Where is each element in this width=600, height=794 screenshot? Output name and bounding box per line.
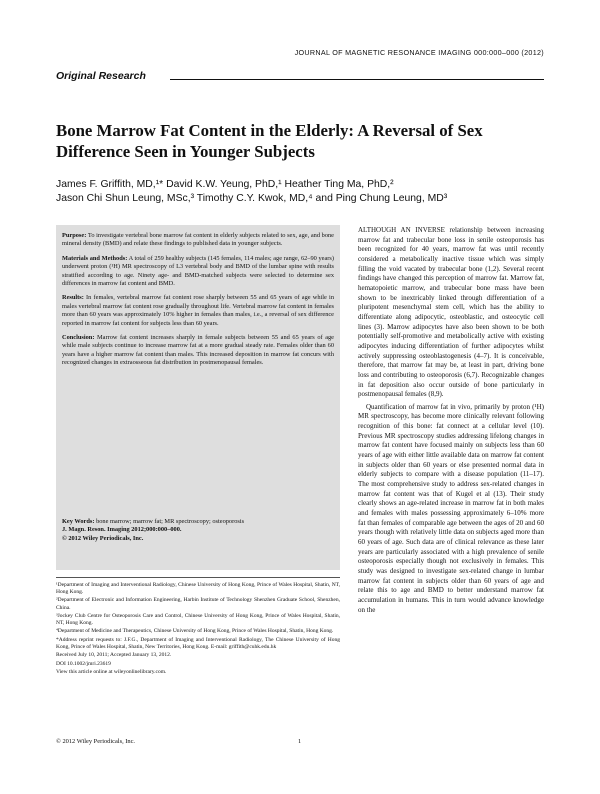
abstract-purpose [62, 232, 334, 249]
copyright-line: © 2012 Wiley Periodicals, Inc. [62, 534, 144, 542]
body-paragraph-1: ALTHOUGH AN INVERSE relationship between increasing marrow fat and trabecular bone loss in senile osteoporosis has been recognized for 40 years, marrow fat was until recently considered a metabolically inactive tissue which was simply filling the void vacated by trabecular bone (1,2). Several recent findings have changed this perception of marrow fat. Marrow fat, hematopoietic marrow, and trabecular bone mass have been shown to be inextricably linked through differentiation of a pluripotent mesenchymal stem cell, which has the ability to differentiate along adipocytic, osteoblastic, and osteocytic cell lines (3). Marrow adipocytes have also been shown to be both potentially self-promotive and metabolically active with existing adipocytes inducing differentiation of further adipocytes whilst actively suppressing osteoblastogenesis (4–7). It is conceivable, therefore, that marrow fat may be, at least in part, driving bone loss and contributing to osteoporosis (6,7). Recognizable changes in fat deposition also occur outside of bone particularly in postmenopausal females (8,9). [358, 226, 544, 399]
affiliation-1: ¹Department of Imaging and Interventional Radiology, Chinese University of Hong Kong, Prince of Wales Hospital, Shatin, NT, Hong Kong. [56, 582, 340, 596]
conclusion-label: Conclusion: [62, 334, 95, 342]
keywords-label: Key Words: [62, 518, 95, 525]
section-label: Original Research [56, 70, 146, 82]
abstract-results [62, 294, 334, 328]
paper-title: Bone Marrow Fat Content in the Elderly: A Reversal of Sex Difference Seen in Younger Subjects [56, 121, 483, 161]
body-paragraph-2: Quantification of marrow fat in vivo, primarily by proton (¹H) MR spectroscopy, has become more clinically relevant following recognition of this bone: fat connect at a cellular level (10). Previous MR spectroscopy studies addressing lifelong changes in marrow fat content have focused mainly on subjects less than 60 years of age with either little available data on marrow fat content in subjects older than 60 years or else presented normal data in elderly subjects to compare with a disease population (11–17). The most comprehensive study to address sex-related changes in marrow fat content was that of Kugel et al (13). Their study clearly shows an age-related increase in marrow fat in both males and females with males possessing approximately 6–10% more fat than females of comparable age between the ages of 20 and 60 years though with relatively little data on subjects aged more than 60 years of age. Such data are of clinical relevance as these later years are particularly associated with a high prevalence of senile osteoporosis especially though not exclusively in females. This study was designed to investigate sex-related change in lumbar marrow fat content in subjects older than 60 years of age and relate this to age and BMD to better understand marrow fat accumulation in humans. This in turn would advance knowledge on the [358, 402, 544, 614]
citation: J. Magn. Reson. Imaging 2012;000:000–000. [62, 526, 182, 534]
conclusion-text: Marrow fat content increases sharply in female subjects between 55 and 65 years of age while male subjects continue to increase marrow fat at a more gradual steady rate. Females older than 60 years have a higher marrow fat content than males. This increased deposition in marrow fat concurs with recognized changes in extraosseous fat distribution in postmenopausal females. [62, 334, 334, 367]
methods-text: A total of 259 healthy subjects (145 females, 114 males; age range, 62–90 years) underwent proton (¹H) MR spectroscopy of L3 vertebral body and BMD of the lumbar spine with results stratified according to age. Ninety age- and BMD-matched subjects were selected to determine sex differences in marrow fat content and BMD. [62, 254, 334, 288]
affiliation-4: ⁴Department of Medicine and Therapeutics, Chinese University of Hong Kong, Prince of Wales Hospital, Shatin, Hong Kong. [56, 628, 334, 635]
methods-label: Materials and Methods: [62, 254, 128, 262]
page-number: 1 [298, 738, 302, 745]
doi: DOI 10.1002/jmri.23619 [56, 660, 111, 667]
affiliation-3: ³Jockey Club Centre for Osteoporosis Care and Control, Chinese University of Hong Kong, Prince of Wales Hospital, Shatin, NT, Hong Kong. [56, 612, 340, 627]
results-text: In females, vertebral marrow fat content rose sharply between 55 and 65 years of age while in males vertebral marrow fat content rose gradually throughout life. Vertebral marrow fat content in females more than 60 years was approximately 10% higher in females than males, i.e., a reversal of sex difference reported in marrow fat content for subjects less than 60 years. [62, 294, 334, 327]
section-rule [170, 79, 544, 80]
affiliation-rule [56, 577, 340, 578]
keywords-line [62, 518, 334, 526]
online-link: View this article online at wileyonlinelibrary.com. [56, 669, 167, 676]
keywords-block [62, 518, 334, 543]
keywords-text: bone marrow; marrow fat; MR spectroscopy; osteoporosis [96, 518, 245, 525]
reprint-address: *Address reprint requests to: J.F.G., Department of Imaging and Interventional Radiology, The Chinese University of Hong Kong, Prince of Wales Hospital, Shatin, New Territories, Hong Kong. E-mail: griffith@cuhk.edu.hk [56, 636, 340, 650]
received-dates: Received July 10, 2011; Accepted January 13, 2012. [56, 652, 172, 659]
author-list [56, 178, 556, 206]
footer-copyright: © 2012 Wiley Periodicals, Inc. [56, 738, 136, 745]
abstract-methods [62, 255, 334, 289]
results-label: Results: [62, 294, 84, 302]
purpose-label: Purpose: [62, 232, 87, 239]
author-line-1: James F. Griffith, MD,¹* David K.W. Yeung, PhD,¹ Heather Ting Ma, PhD,² [56, 179, 394, 190]
affiliation-2: ²Department of Electronic and Information Engineering, Harbin Institute of Technology Shenzhen Graduate School, Shenzhen, China. [56, 597, 340, 611]
abstract [62, 232, 334, 374]
author-line-2: Jason Chi Shun Leung, MSc,³ Timothy C.Y. Kwok, MD,⁴ and Ping Chung Leung, MD³ [56, 193, 448, 204]
purpose-text: To investigate vertebral bone marrow fat content in elderly subjects related to sex, age, and bone mineral density (BMD) and relate these findings to published data in younger subjects. [62, 232, 334, 248]
body-column [358, 226, 544, 615]
affiliations [56, 582, 340, 678]
abstract-conclusion [62, 334, 334, 368]
journal-header: JOURNAL OF MAGNETIC RESONANCE IMAGING 000:000–000 (2012) [294, 48, 544, 57]
